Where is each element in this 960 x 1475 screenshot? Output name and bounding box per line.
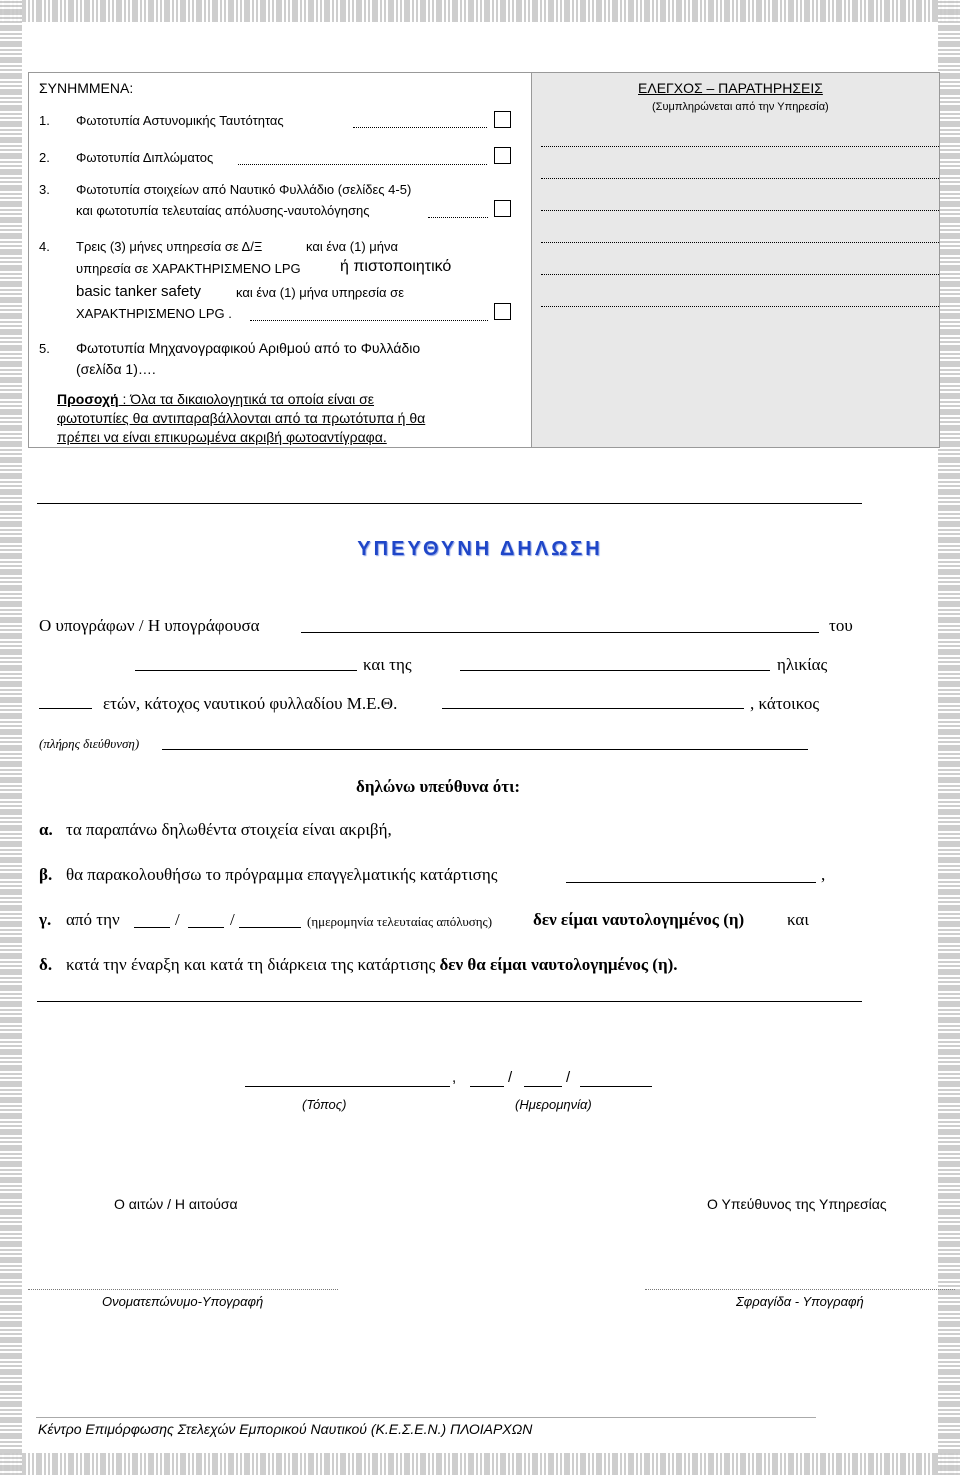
item-2-leader	[238, 164, 487, 165]
sign-month-field[interactable]	[524, 1086, 562, 1087]
place-field[interactable]	[245, 1086, 450, 1087]
item-4-leader	[250, 320, 488, 321]
official-signature-line[interactable]	[645, 1289, 955, 1290]
decl-line-3-b: , κάτοικος	[750, 694, 820, 713]
signer-name-field[interactable]	[301, 632, 819, 633]
clause-g-bold: δεν είμαι ναυτολογημένος (η)	[533, 910, 745, 929]
item-5-line-1: Φωτοτυπία Μηχανογραφικού Αριθμού από το Φυλλάδιο	[76, 340, 421, 356]
attachments-heading: ΣΥΝΗΜΜΕΝΑ:	[39, 80, 134, 96]
release-year-field[interactable]	[239, 927, 301, 928]
item-4-line-2b: ή πιστοποιητικό	[340, 258, 452, 275]
checks-line-3[interactable]	[541, 210, 939, 211]
applicant-signature-line[interactable]	[28, 1289, 338, 1290]
release-day-field[interactable]	[134, 927, 170, 928]
box-divider	[531, 73, 532, 447]
decl-line-1-b: του	[829, 616, 853, 635]
age-field[interactable]	[39, 708, 92, 709]
applicant-name-signature-label: Ονοματεπώνυμο-Υπογραφή	[102, 1294, 264, 1309]
meander-border-left	[0, 0, 22, 1475]
declare-statement: δηλώνω υπεύθυνα ότι:	[356, 777, 521, 796]
decl-line-2-a: και της	[363, 655, 412, 674]
checks-line-4[interactable]	[541, 242, 939, 243]
father-name-field[interactable]	[135, 670, 357, 671]
clause-g-slash-2: /	[230, 910, 235, 929]
note-label: Προσοχή	[57, 391, 119, 407]
clause-b-label: β.	[39, 865, 53, 884]
item-3-leader	[428, 217, 488, 218]
address-field[interactable]	[162, 749, 808, 750]
item-1-text: Φωτοτυπία Αστυνομικής Ταυτότητας	[76, 113, 284, 128]
clause-d-plain: κατά την έναρξη και κατά τη διάρκεια της κατάρτισης	[66, 955, 436, 974]
checks-panel	[532, 73, 939, 447]
applicant-label: Ο αιτών / Η αιτούσα	[114, 1196, 238, 1212]
clause-a-text: τα παραπάνω δηλωθέντα στοιχεία είναι ακριβή,	[66, 820, 392, 839]
item-2-checkbox[interactable]	[494, 147, 511, 164]
sign-day-field[interactable]	[470, 1086, 504, 1087]
clause-g-label: γ.	[39, 910, 52, 929]
item-1-leader	[353, 127, 487, 128]
mother-name-field[interactable]	[460, 670, 770, 671]
footer-rule	[36, 1417, 816, 1418]
decl-line-1-a: Ο υπογράφων / Η υπογράφουσα	[39, 616, 260, 635]
clause-d-bold: δεν θα είμαι ναυτολογημένος (η).	[439, 955, 678, 974]
separator-bottom	[37, 1001, 862, 1002]
item-4-line-1a: Τρεις (3) μήνες υπηρεσία σε Δ/Ξ	[76, 239, 263, 254]
seaman-book-field[interactable]	[442, 708, 744, 709]
item-2-number: 2.	[39, 150, 50, 165]
release-month-field[interactable]	[188, 927, 224, 928]
checks-line-6[interactable]	[541, 306, 939, 307]
note-line-3: πρέπει να είναι επικυρωμένα ακριβή φωτοαντίγραφα.	[57, 429, 387, 445]
place-label: (Τόπος)	[302, 1097, 347, 1112]
note-line-2: φωτοτυπίες θα αντιπαραβάλλονται από τα πρωτότυπα ή θα	[57, 410, 426, 426]
item-3-number: 3.	[39, 182, 50, 197]
item-5-line-2: (σελίδα 1)….	[76, 361, 156, 377]
sign-year-field[interactable]	[580, 1086, 652, 1087]
item-1-checkbox[interactable]	[494, 111, 511, 128]
training-program-field[interactable]	[566, 882, 816, 883]
item-3-checkbox[interactable]	[494, 200, 511, 217]
address-label: (πλήρης διεύθυνση)	[39, 736, 140, 751]
separator-top	[37, 503, 862, 504]
place-comma: ,	[452, 1069, 457, 1086]
official-stamp-signature-label: Σφραγίδα - Υπογραφή	[736, 1294, 864, 1309]
clause-g-date-note: (ημερομηνία τελευταίας απόλυσης)	[307, 914, 493, 929]
item-4-line-1b: και ένα (1) μήνα	[306, 239, 399, 254]
date-label: (Ημερομηνία)	[515, 1097, 592, 1112]
item-4-line-3b: και ένα (1) μήνα υπηρεσία σε	[236, 285, 404, 300]
sign-date-slash-2: /	[566, 1069, 571, 1086]
decl-line-2-b: ηλικίας	[777, 655, 828, 674]
note-line-1-text: Όλα τα δικαιολογητικά τα οποία είναι σε	[130, 391, 375, 407]
item-2-text: Φωτοτυπία Διπλώματος	[76, 150, 214, 165]
item-4-checkbox[interactable]	[494, 303, 511, 320]
checks-line-2[interactable]	[541, 178, 939, 179]
meander-border-top	[0, 0, 960, 22]
checks-subtitle: (Συμπληρώνεται από την Υπηρεσία)	[652, 101, 829, 113]
item-1-number: 1.	[39, 113, 50, 128]
clause-b-end: ,	[821, 865, 826, 884]
clause-g-and: και	[787, 910, 809, 929]
note-separator: :	[118, 391, 131, 407]
meander-border-right	[938, 0, 960, 1475]
checks-line-1[interactable]	[541, 146, 939, 147]
clause-a-label: α.	[39, 820, 53, 839]
clause-b-text: θα παρακολουθήσω το πρόγραμμα επαγγελματικής κατάρτισης	[66, 865, 498, 884]
checks-line-5[interactable]	[541, 274, 939, 275]
meander-border-bottom	[0, 1453, 960, 1475]
decl-line-3-a: ετών, κάτοχος ναυτικού φυλλαδίου Μ.Ε.Θ.	[103, 694, 398, 713]
clause-g-text: από την	[66, 910, 120, 929]
item-4-line-3a: basic tanker safety	[76, 283, 202, 300]
footer-text: Κέντρο Επιμόρφωσης Στελεχών Εμπορικού Ναυτικού (Κ.Ε.Σ.Ε.Ν.) ΠΛΟΙΑΡΧΩΝ	[38, 1421, 533, 1437]
item-3-line-1: Φωτοτυπία στοιχείων από Ναυτικό Φυλλάδιο (σελίδες 4-5)	[76, 182, 412, 197]
clause-d-label: δ.	[39, 955, 53, 974]
item-3-line-2: και φωτοτυπία τελευταίας απόλυσης-ναυτολόγησης	[76, 203, 370, 218]
sign-date-slash-1: /	[508, 1069, 513, 1086]
item-4-line-2a: υπηρεσία σε ΧΑΡΑΚΤΗΡΙΣΜΕΝΟ LPG	[76, 261, 301, 276]
note-line-1	[57, 391, 374, 407]
declaration-title: ΥΠΕΥΘΥΝΗ ΔΗΛΩΣΗ	[357, 538, 603, 560]
official-label: Ο Υπεύθυνος της Υπηρεσίας	[707, 1196, 887, 1212]
clause-g-slash-1: /	[175, 910, 180, 929]
clause-d-text	[66, 955, 678, 975]
item-5-number: 5.	[39, 341, 50, 356]
checks-title: ΕΛΕΓΧΟΣ – ΠΑΡΑΤΗΡΗΣΕΙΣ	[638, 80, 823, 96]
item-4-line-4: ΧΑΡΑΚΤΗΡΙΣΜΕΝΟ LPG .	[76, 306, 232, 321]
item-4-number: 4.	[39, 239, 50, 254]
